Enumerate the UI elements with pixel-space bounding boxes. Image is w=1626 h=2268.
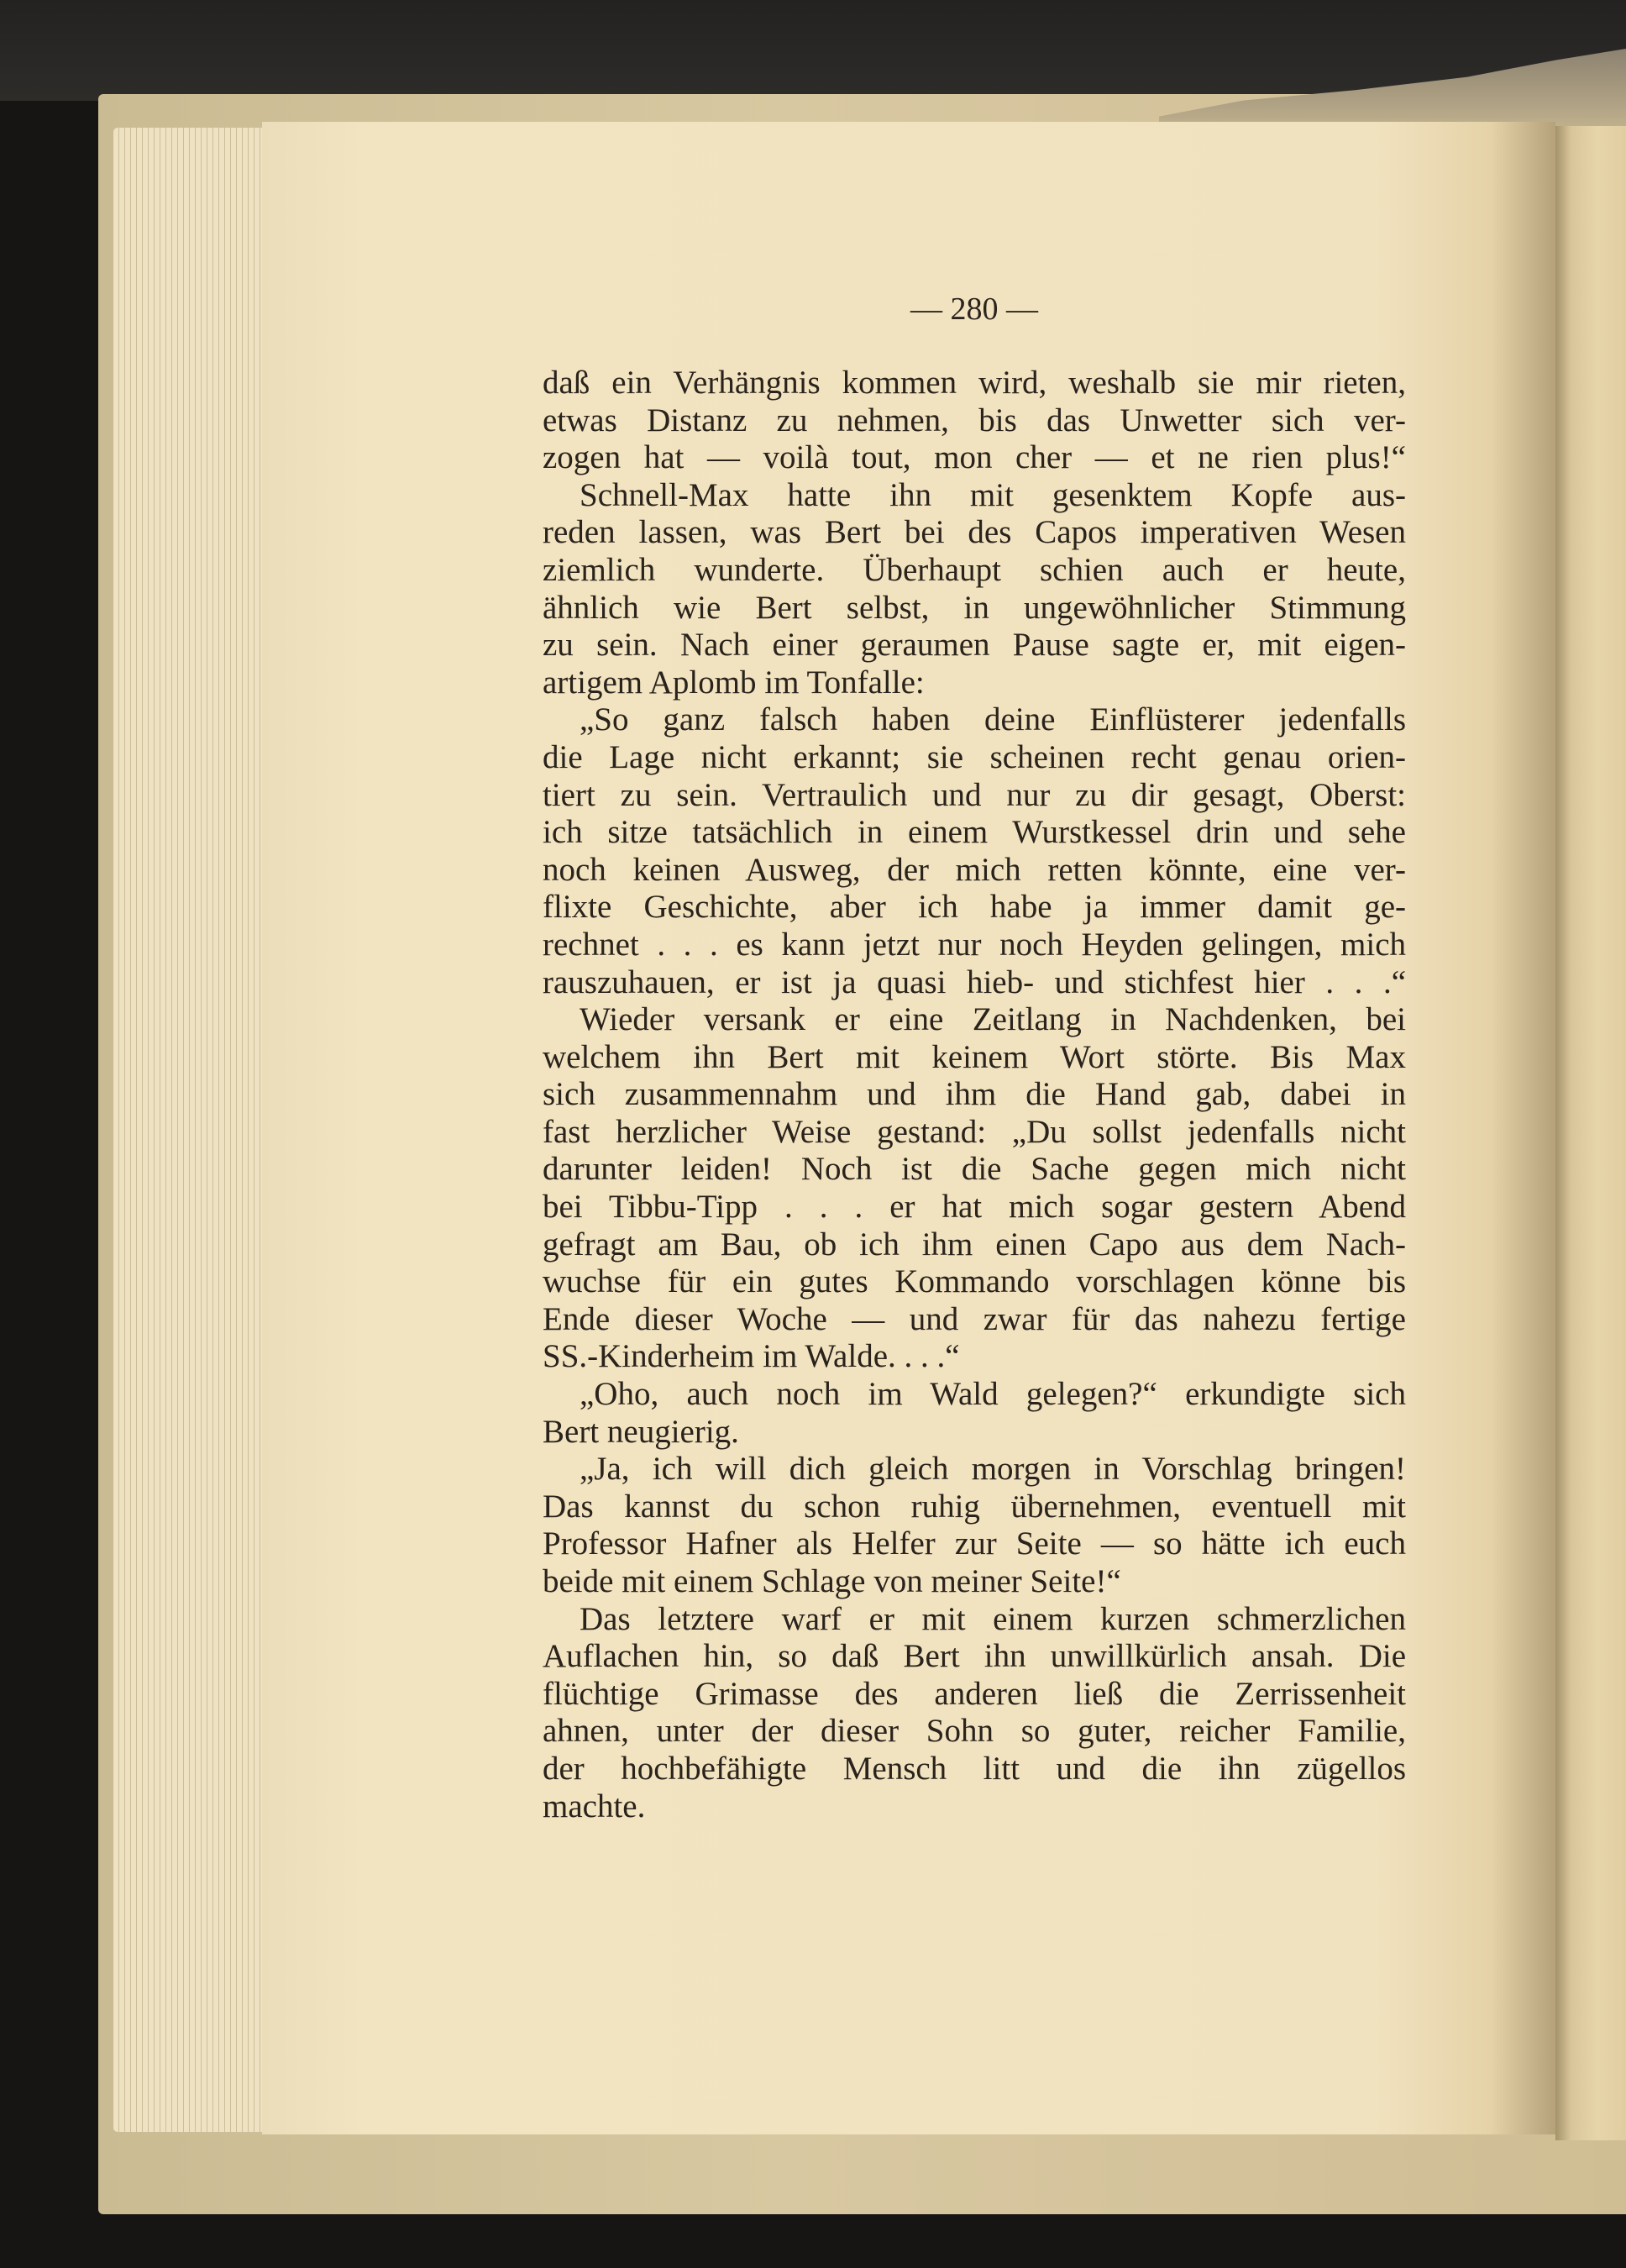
text-line: SS.-Kinderheim im Walde. . . .“ (543, 1338, 960, 1375)
text-line: Das letztere warf er mit einem kurzen schmerzlichen (580, 1600, 1406, 1637)
text-line: „So ganz falsch haben deine Einflüsterer jedenfalls (580, 701, 1406, 738)
text-line: Das kannst du schon ruhig übernehmen, eventuell mit (543, 1488, 1406, 1525)
text-line: „Oho, auch noch im Wald gelegen?“ erkundigte sich (580, 1376, 1406, 1413)
text-line: ähnlich wie Bert selbst, in ungewöhnlicher Stimmung (543, 589, 1406, 626)
text-line: reden lassen, was Bert bei des Capos imperativen Wesen (543, 514, 1406, 551)
text-line: zu sein. Nach einer geraumen Pause sagte er, mit eigen- (543, 627, 1406, 664)
text-line: rechnet . . . es kann jetzt nur noch Heyden gelingen, mich (543, 926, 1406, 963)
text-line: sich zusammennahm und ihm die Hand gab, dabei in (543, 1076, 1406, 1113)
text-line: flüchtige Grimasse des anderen ließ die Zerrissenheit (543, 1675, 1406, 1712)
text-line: welchem ihn Bert mit keinem Wort störte. Bis Max (543, 1038, 1406, 1075)
paragraph (543, 1001, 1406, 1376)
scan-background (0, 0, 1626, 101)
text-line: „Ja, ich will dich gleich morgen in Vorschlag bringen! (580, 1451, 1406, 1488)
paragraph (543, 1451, 1406, 1600)
text-line: flixte Geschichte, aber ich habe ja immer damit ge- (543, 889, 1406, 926)
paragraph (543, 1601, 1406, 1826)
text-line: gefragt am Bau, ob ich ihm einen Capo aus dem Nach- (543, 1226, 1406, 1263)
text-line: Wieder versank er eine Zeitlang in Nachdenken, bei (580, 1001, 1406, 1038)
text-line: ich sitze tatsächlich in einem Wurstkessel drin und sehe (543, 814, 1406, 851)
text-line: Professor Hafner als Helfer zur Seite — so hätte ich euch (543, 1525, 1406, 1562)
page-edges-stack (113, 128, 266, 2132)
text-line: Ende dieser Woche — und zwar für das nahezu fertige (543, 1300, 1406, 1337)
text-line: der hochbefähigte Mensch litt und die ihn zügellos (543, 1750, 1406, 1787)
text-block (543, 365, 1406, 1825)
text-line: tiert zu sein. Vertraulich und nur zu dir gesagt, Oberst: (543, 776, 1406, 813)
page-number: — 280 — (910, 291, 1038, 327)
text-line: ahnen, unter der dieser Sohn so guter, reicher Familie, (543, 1713, 1406, 1750)
paragraph (543, 701, 1406, 1001)
text-line: bei Tibbu-Tipp . . . er hat mich sogar gestern Abend (543, 1189, 1406, 1226)
text-line: machte. (543, 1788, 646, 1824)
facing-page-edge (1555, 126, 1626, 2140)
paragraph (543, 365, 1406, 477)
text-line: fast herzlicher Weise gestand: „Du sollst jedenfalls nicht (543, 1113, 1406, 1150)
text-line: ziemlich wunderte. Überhaupt schien auch er heute, (543, 551, 1406, 588)
text-line: rauszuhauen, er ist ja quasi hieb- und stichfest hier . . .“ (543, 963, 1406, 1000)
text-line: Schnell-Max hatte ihn mit gesenktem Kopfe aus- (580, 476, 1406, 513)
text-line: Auflachen hin, so daß Bert ihn unwillkürlich ansah. Die (543, 1638, 1406, 1675)
text-line: die Lage nicht erkannt; sie scheinen recht genau orien- (543, 738, 1406, 775)
text-line: etwas Distanz zu nehmen, bis das Unwetter sich ver- (543, 402, 1406, 438)
text-line: wuchse für ein gutes Kommando vorschlagen könne bis (543, 1263, 1406, 1300)
text-line: zogen hat — voilà tout, mon cher — et ne rien plus!“ (543, 439, 1406, 476)
text-line: Bert neugierig. (543, 1413, 739, 1450)
text-line: noch keinen Ausweg, der mich retten könnte, eine ver- (543, 851, 1406, 888)
text-line: beide mit einem Schlage von meiner Seite!“ (543, 1563, 1121, 1599)
text-line: daß ein Verhängnis kommen wird, weshalb sie mir rieten, (543, 365, 1406, 401)
text-line: darunter leiden! Noch ist die Sache gegen mich nicht (543, 1151, 1406, 1188)
paragraph (543, 477, 1406, 702)
text-line: artigem Aplomb im Tonfalle: (543, 664, 925, 701)
paragraph (543, 1376, 1406, 1451)
